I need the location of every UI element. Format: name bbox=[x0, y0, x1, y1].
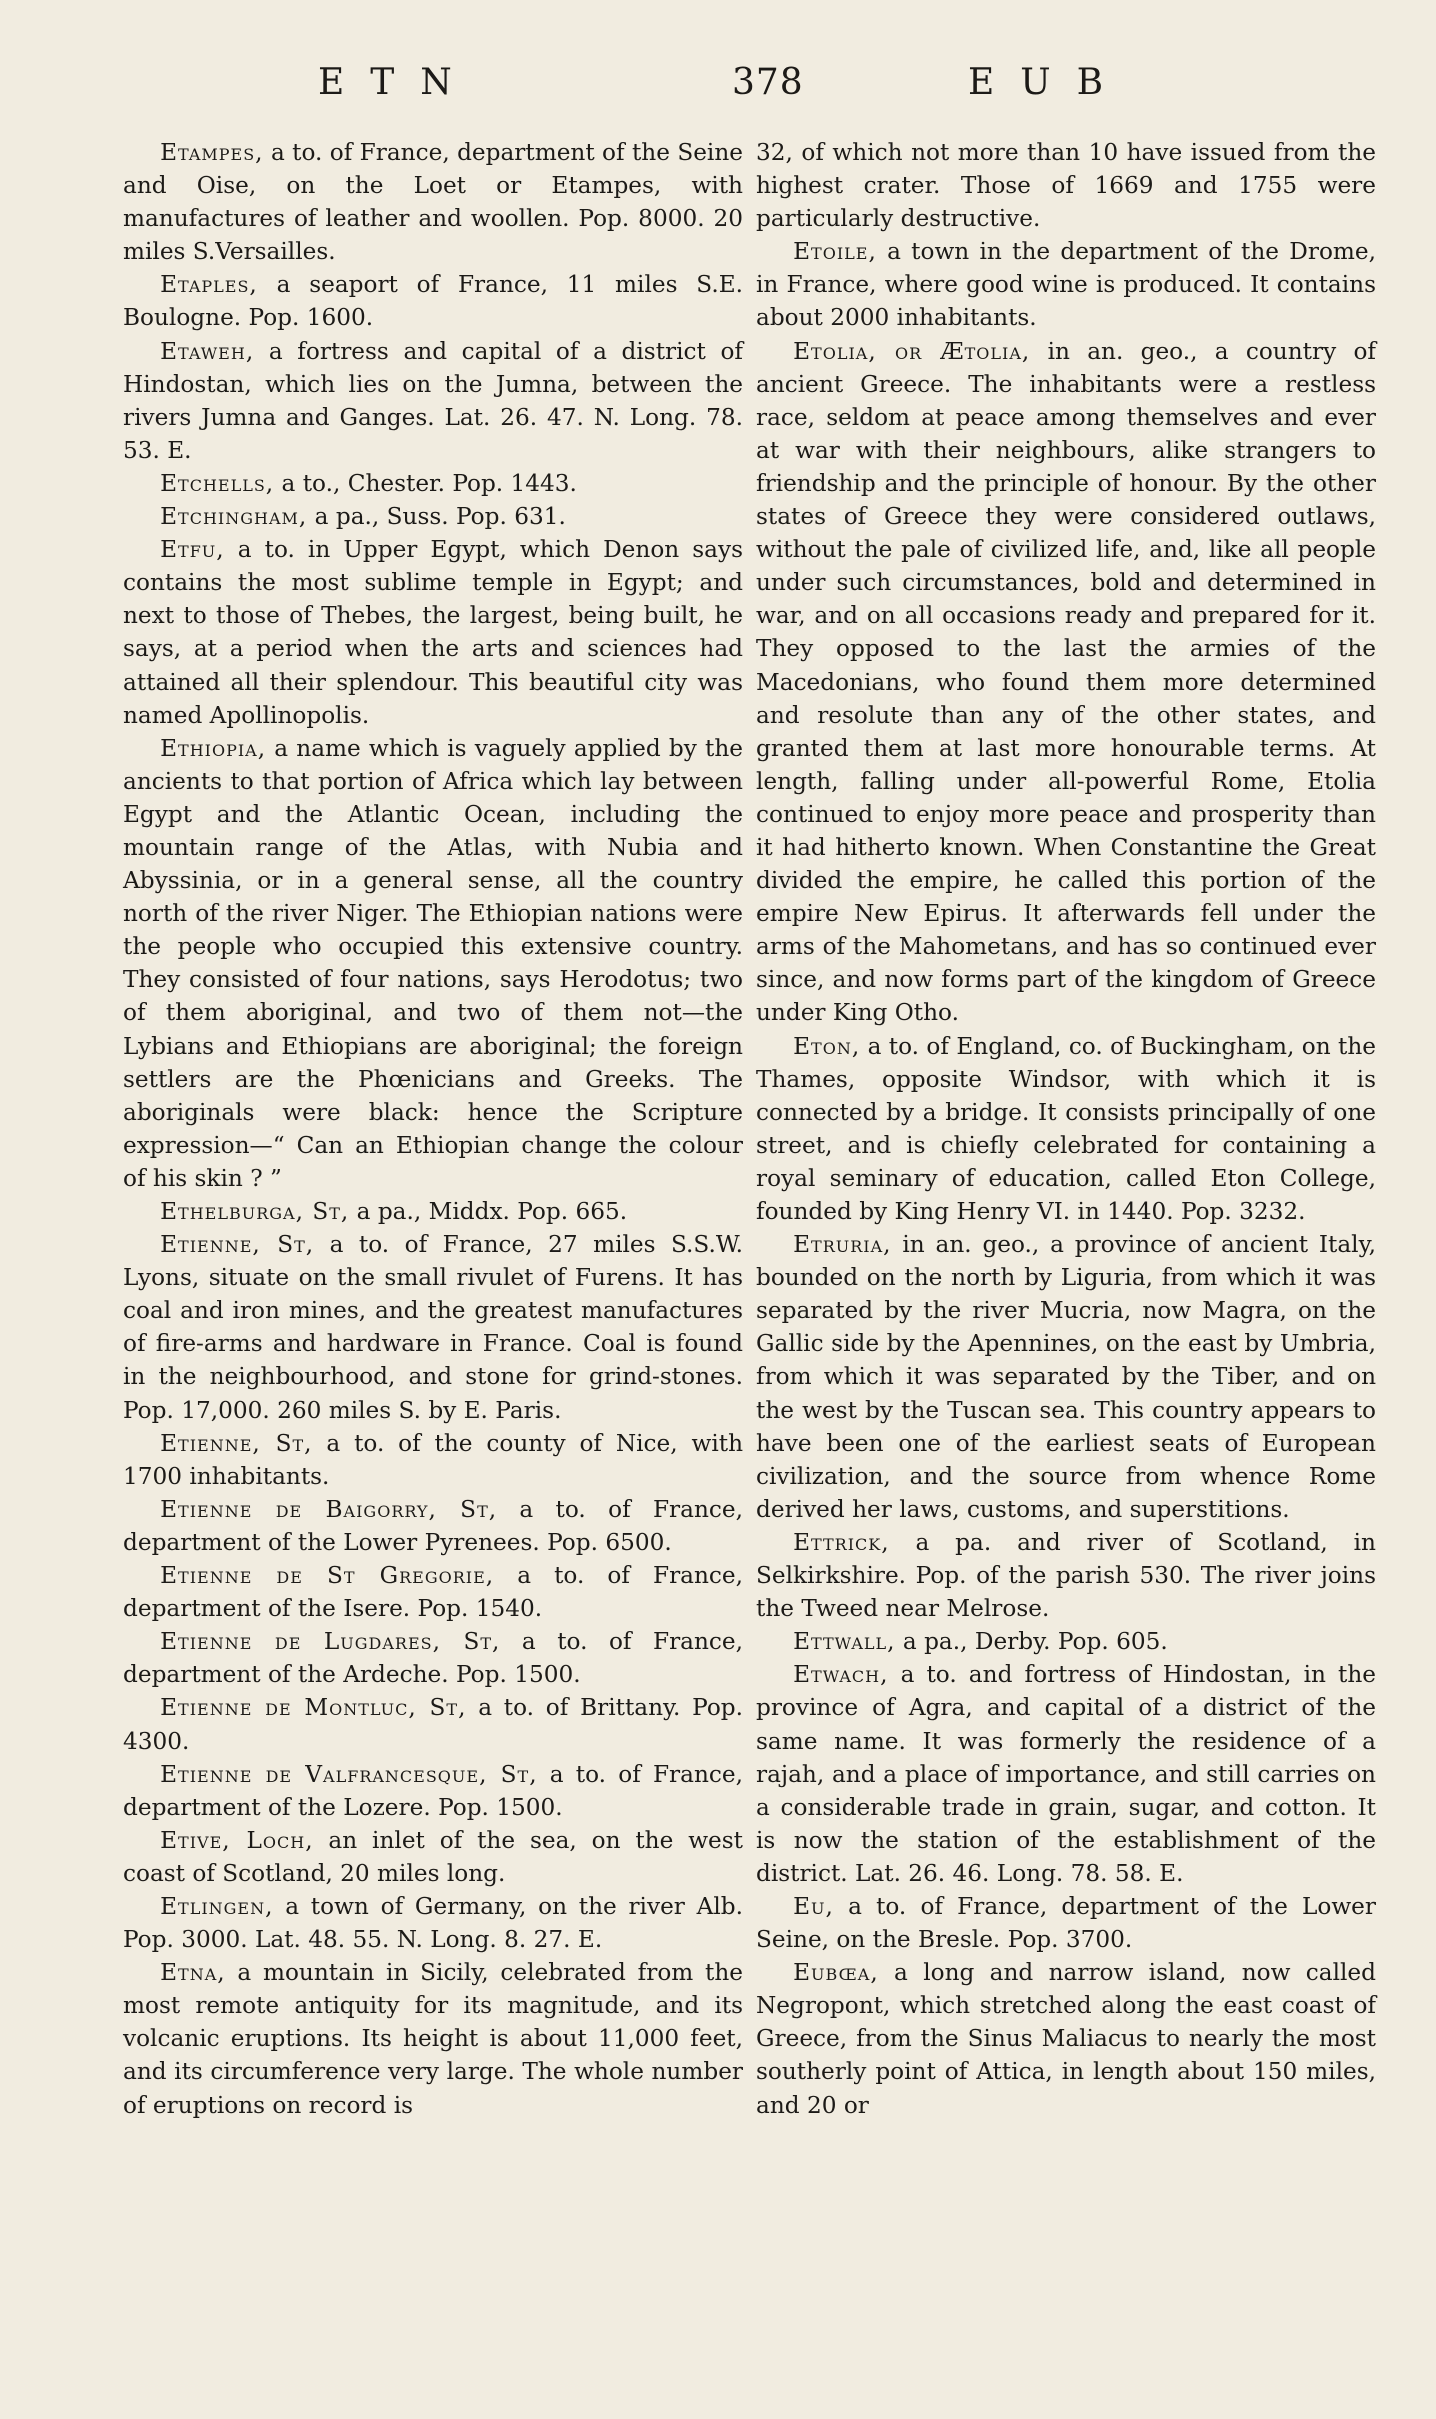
entry-text: an inlet of the sea, on the west coast of Scotland, 20 miles long. bbox=[123, 1826, 743, 1887]
entry-text: in an. geo., a country of ancient Greece. The inhabitants were a restless race, seldom at peace among themselves and ever at war with their neighbours, alike strangers to friendship and the principle of honour. By the other states of Greece they were considered outlaws, without the pale of civilized life, and, like all people under such circumstances, bold and determined in war, and on all occasions ready and prepared for it. They opposed to the last the armies of the Macedonians, who found them more determined and resolute than any of the other states, and granted them at last more honourable terms. At length, falling under all-powerful Rome, Etolia continued to enjoy more peace and prosperity than it had hitherto known. When Constantine the Great divided the empire, he called this portion of the empire New Epirus. It afterwards fell under the arms of the Mahometans, and has so continued ever since, and now forms part of the kingdom of Greece under King Otho. bbox=[756, 337, 1376, 1027]
entry-headword: Etlingen, bbox=[160, 1892, 274, 1920]
entry-headword: Etienne de Lugdares, St, bbox=[160, 1628, 501, 1656]
dictionary-entry bbox=[123, 1228, 743, 1427]
page-number: 378 bbox=[732, 62, 804, 103]
entry-headword: Etienne, St, bbox=[160, 1429, 313, 1457]
entry-headword: Ettwall, bbox=[793, 1628, 896, 1656]
entry-headword: Etaples, bbox=[160, 271, 258, 299]
entry-text: a to. of Brittany. Pop. 4300. bbox=[123, 1694, 743, 1755]
right-column bbox=[756, 136, 1376, 2122]
dictionary-entry bbox=[756, 1228, 1376, 1526]
dictionary-entry bbox=[123, 500, 743, 533]
entry-text: a to. of France, 27 miles S.S.W. Lyons, situate on the small rivulet of Furens. It has coal and iron mines, and the greatest manufactures of fire-arms and hardware in France. Coal is found in the neighbourhood, and stone for grind-stones. Pop. 17,000. 260 miles S. by E. Paris. bbox=[123, 1231, 743, 1424]
dictionary-entry bbox=[756, 1658, 1376, 1890]
entry-text: a to. of France, department of the Seine and Oise, on the Loet or Etampes, with manufactures of leather and woollen. Pop. 8000. 20 miles S.Versailles. bbox=[123, 139, 743, 266]
dictionary-entry bbox=[756, 335, 1376, 1030]
entry-headword: Etfu, bbox=[160, 536, 225, 564]
dictionary-entry bbox=[123, 335, 743, 467]
entry-text: a seaport of France, 11 miles S.E. Boulogne. Pop. 1600. bbox=[123, 271, 743, 332]
entry-text: a to. of France, department of the Lozere. Pop. 1500. bbox=[123, 1760, 743, 1821]
entry-text: a town in the department of the Drome, in France, where good wine is produced. It contains about 2000 inhabitants. bbox=[756, 238, 1376, 332]
dictionary-entry bbox=[123, 1956, 743, 2121]
header-right-guide-word: EUB bbox=[968, 62, 1130, 103]
running-header bbox=[0, 62, 1436, 122]
dictionary-entry bbox=[756, 235, 1376, 334]
entry-text: a long and narrow island, now called Negropont, which stretched along the east coast of Greece, from the Sinus Maliacus to nearly the most southerly point of Attica, in length about 150 miles, and 20 or bbox=[756, 1959, 1376, 2119]
entry-text: 32, of which not more than 10 have issued from the highest crater. Those of 1669 and 1755 were particularly destructive. bbox=[756, 139, 1376, 233]
entry-headword: Etampes, bbox=[160, 139, 264, 166]
entry-headword: Etienne, St, bbox=[160, 1231, 315, 1259]
entry-text: a pa., Suss. Pop. 631. bbox=[307, 503, 566, 531]
entry-text: in an. geo., a province of ancient Italy, bounded on the north by Liguria, from which it was separated by the river Mucria, now Magra, on the Gallic side by the Apennines, on the east by Umbria, from which it was separated by the Tiber, and on the west by the Tuscan sea. This country appears to have been one of the earliest seats of European civilization, and the source from whence Rome derived her laws, customs, and superstitions. bbox=[756, 1231, 1376, 1523]
entry-headword: Etienne de Montluc, St, bbox=[160, 1694, 467, 1722]
entry-headword: Eton, bbox=[793, 1032, 861, 1060]
entry-headword: Etruria, bbox=[793, 1231, 892, 1259]
dictionary-entry bbox=[123, 1824, 743, 1890]
dictionary-entry bbox=[123, 1427, 743, 1493]
dictionary-entry bbox=[756, 1956, 1376, 2121]
dictionary-entry bbox=[756, 1030, 1376, 1229]
entry-text: a to. in Upper Egypt, which Denon says contains the most sublime temple in Egypt; and next to those of Thebes, the largest, being built, he says, at a period when the arts and sciences had attained all their splendour. This beautiful city was named Apollinopolis. bbox=[123, 536, 743, 729]
entry-headword: Etienne de St Gregorie, bbox=[160, 1562, 495, 1590]
entry-text: a town of Germany, on the river Alb. Pop. 3000. Lat. 48. 55. N. Long. 8. 27. E. bbox=[123, 1892, 743, 1954]
entry-text: a to. of the county of Nice, with 1700 inhabitants. bbox=[123, 1429, 743, 1490]
entry-text: a pa. and river of Scotland, in Selkirkshire. Pop. of the parish 530. The river joins the Tweed near Melrose. bbox=[756, 1528, 1376, 1623]
dictionary-entry bbox=[123, 1559, 743, 1625]
dictionary-entry bbox=[756, 1625, 1376, 1658]
entry-text: a fortress and capital of a district of Hindostan, which lies on the Jumna, between the rivers Jumna and Ganges. Lat. 26. 47. N. Long. 78. 53. E. bbox=[123, 337, 743, 464]
dictionary-entry bbox=[123, 136, 743, 268]
entry-text: a to., Chester. Pop. 1443. bbox=[274, 469, 577, 497]
dictionary-entry bbox=[123, 1493, 743, 1559]
entry-headword: Etolia, or Ætolia, bbox=[793, 337, 1031, 365]
dictionary-entry bbox=[756, 1526, 1376, 1625]
entry-text: a to. of England, co. of Buckingham, on the Thames, opposite Windsor, with which it is connected by a bridge. It consists principally of one street, and is chiefly celebrated for containing a royal seminary of education, called Eton College, founded by King Henry VI. in 1440. Pop. 3232. bbox=[756, 1032, 1376, 1225]
entry-text: a to. of France, department of the Ardeche. Pop. 1500. bbox=[123, 1628, 743, 1689]
dictionary-entry bbox=[123, 533, 743, 732]
dictionary-entry bbox=[123, 1625, 743, 1691]
dictionary-entry bbox=[123, 732, 743, 1195]
entry-headword: Ethelburga, St, bbox=[160, 1198, 350, 1225]
entry-text: a mountain in Sicily, celebrated from the most remote antiquity for its magnitude, and its volcanic eruptions. Its height is about 11,000 feet, and its circumference very large. The whole number of eruptions on record is bbox=[123, 1959, 743, 2119]
entry-text: a to. of France, department of the Lower Pyrenees. Pop. 6500. bbox=[123, 1495, 743, 1556]
dictionary-entry bbox=[756, 1890, 1376, 1956]
left-column bbox=[123, 136, 743, 2122]
entry-headword: Etchingham, bbox=[160, 503, 308, 531]
entry-headword: Etoile, bbox=[793, 238, 877, 266]
entry-headword: Etaweh, bbox=[160, 337, 255, 365]
dictionary-entry bbox=[123, 1691, 743, 1757]
entry-headword: Ethiopia, bbox=[160, 734, 267, 762]
entry-text: a to. and fortress of Hindostan, in the province of Agra, and capital of a district of the same name. It was formerly the residence of a rajah, and a place of importance, and still carries on a considerable trade in grain, sugar, and cotton. It is now the station of the establishment of the district. Lat. 26. 46. Long. 78. 58. E. bbox=[756, 1661, 1376, 1887]
entry-text: a name which is vaguely applied by the ancients to that portion of Africa which lay between Egypt and the Atlantic Ocean, including the mountain range of the Atlas, with Nubia and Abyssinia, or in a general sense, all the country north of the river Niger. The Ethiopian nations were the people who occupied this extensive country. They consisted of four nations, says Herodotus; two of them aboriginal, and two of them not—the Lybians and Ethiopians are aboriginal; the foreign settlers are the Phœnicians and Greeks. The aboriginals were black: hence the Scripture expression—“ Can an Ethiopian change the colour of his skin ? ” bbox=[123, 734, 743, 1192]
header-left-guide-word: ETN bbox=[318, 62, 478, 103]
entry-headword: Eubœa, bbox=[793, 1959, 879, 1987]
entry-text: a to. of France, department of the Lower Seine, on the Bresle. Pop. 3700. bbox=[756, 1892, 1376, 1954]
dictionary-entry bbox=[123, 467, 743, 500]
dictionary-entry bbox=[756, 136, 1376, 235]
entry-headword: Etienne de Valfrancesque, St, bbox=[160, 1760, 538, 1788]
entry-headword: Etive, Loch, bbox=[160, 1826, 314, 1854]
dictionary-entry bbox=[123, 1758, 743, 1824]
dictionary-entry bbox=[123, 1890, 743, 1956]
entry-headword: Etchells, bbox=[160, 469, 275, 497]
entry-text: a to. of France, department of the Isere. Pop. 1540. bbox=[123, 1562, 743, 1623]
entry-text: a pa., Derby. Pop. 605. bbox=[895, 1628, 1168, 1656]
dictionary-entry bbox=[123, 1195, 743, 1228]
entry-headword: Etienne de Baigorry, St, bbox=[160, 1495, 498, 1523]
entry-headword: Etwach, bbox=[793, 1661, 889, 1689]
entry-headword: Etna, bbox=[160, 1959, 226, 1987]
entry-headword: Ettrick, bbox=[793, 1528, 890, 1556]
dictionary-entry bbox=[123, 268, 743, 334]
entry-text: a pa., Middx. Pop. 665. bbox=[349, 1198, 628, 1225]
entry-headword: Eu, bbox=[793, 1892, 834, 1920]
